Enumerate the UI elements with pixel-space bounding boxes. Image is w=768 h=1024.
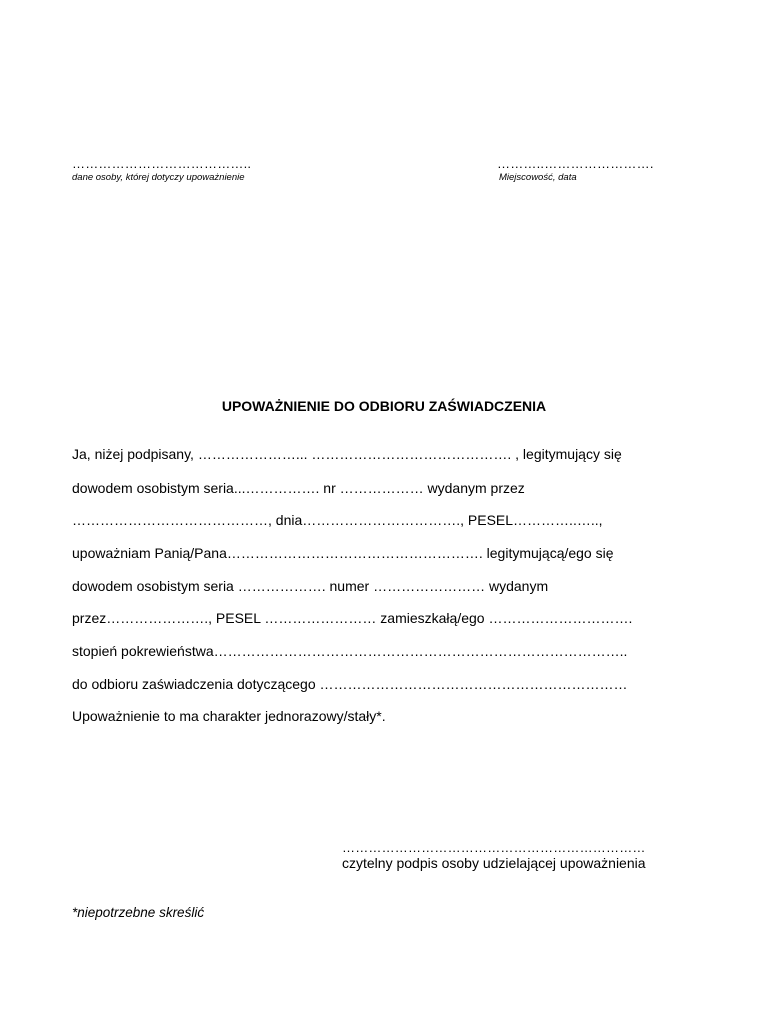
signature-caption: czytelny podpis osoby udzielającej upoważnienia: [342, 855, 646, 871]
body-line-9: Upoważnienie to ma charakter jednorazowy/stały*.: [72, 708, 386, 724]
body-line-3: ……………………………………, dnia……………………………., PESEL…………..…..,: [72, 512, 603, 528]
place-date-caption: Miejscowość, data: [499, 172, 577, 183]
place-date-line: ………..…………………….: [497, 156, 654, 171]
signature-line: ……………………………………………………………: [342, 840, 646, 855]
body-line-8: do odbioru zaświadczenia dotyczącego …………………………………………………………: [72, 676, 628, 692]
body-line-6: przez…………………., PESEL …………………… zamieszkałą/ego ………………………….: [72, 610, 633, 626]
person-data-caption: dane osoby, której dotyczy upoważnienie: [72, 172, 245, 183]
footnote: *niepotrzebne skreślić: [72, 905, 205, 920]
person-data-line: …………………………………..: [72, 156, 252, 171]
body-line-4: upoważniam Panią/Pana………………………………………………. legitymującą/ego się: [72, 545, 614, 561]
body-line-5: dowodem osobistym seria ………………. numer …………………… wydanym: [72, 578, 549, 594]
body-line-7: stopień pokrewieństwa……………………………………………………………………………..: [72, 643, 628, 659]
body-line-2: dowodem osobistym seria...……………. nr ……………… wydanym przez: [72, 480, 525, 496]
document-title: UPOWAŻNIENIE DO ODBIORU ZAŚWIADCZENIA: [221, 398, 547, 414]
body-line-1: Ja, niżej podpisany, …………………... ……………………………………. , legitymujący się: [72, 446, 622, 462]
